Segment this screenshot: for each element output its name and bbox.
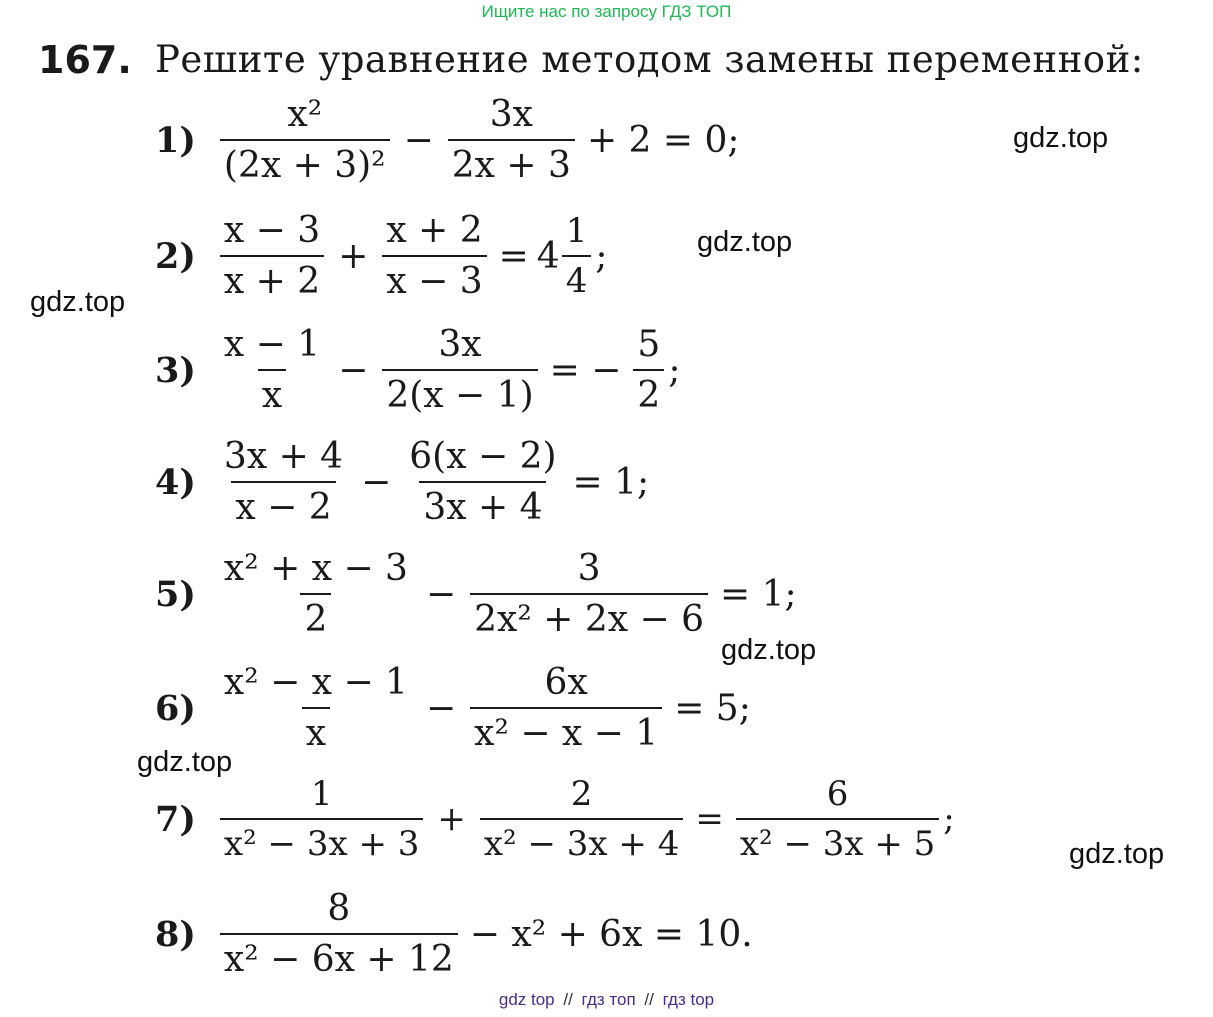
mixed-whole: 4 (536, 235, 560, 277)
operator: − (425, 687, 457, 729)
fraction: $\frac{3x}{2(x - 1)}$ (382, 324, 537, 416)
problem-number: 167. (38, 38, 132, 82)
equation-label: 8) (155, 913, 196, 955)
equation-tail: = 1; (720, 573, 797, 615)
watermark: gdz.top (697, 226, 793, 258)
fraction: x − 1 x (223, 324, 321, 416)
footer-link-gdz-top-mixed[interactable]: гдз top (662, 990, 715, 1009)
fraction: $\frac{x + 2}{x - 3}$ (382, 210, 486, 302)
equals-sign: = − (549, 349, 622, 391)
fraction: 3x + 4 x − 2 (223, 436, 344, 528)
watermark: gdz.top (1069, 838, 1165, 870)
mixed-number (537, 211, 596, 301)
watermark: gdz.top (30, 286, 126, 318)
fraction: x² − x − 1 x (223, 662, 408, 754)
equation-tail: − x² + 6x = 10. (469, 913, 753, 955)
operator: + (338, 235, 369, 277)
footer-links (0, 990, 1213, 1010)
watermark: gdz.top (721, 634, 817, 666)
fraction: $\frac{2}{\text{x² − 3x + 4}}$ (480, 774, 683, 864)
footer-separator: // (563, 990, 573, 1009)
semicolon: ; (668, 349, 681, 391)
equals-sign: = (695, 799, 724, 839)
operator: − (403, 119, 434, 161)
equation-3 (155, 324, 680, 416)
operator: − (425, 573, 457, 615)
operator: − (338, 349, 369, 391)
watermark: gdz.top (137, 746, 233, 778)
fraction: 1 x² − 3x + 3 (220, 774, 423, 864)
fraction: $\frac{5}{2}$ (633, 324, 664, 416)
equation-label: 6) (155, 687, 196, 729)
operator: + (437, 799, 466, 839)
fraction: 8 x² − 6x + 12 (220, 888, 458, 980)
fraction: $\frac{6}{\text{x² − 3x + 5}}$ (736, 774, 939, 864)
semicolon: ; (943, 799, 955, 839)
equation-2 (155, 210, 607, 302)
header-search-link[interactable]: Ищите нас по запросу ГДЗ ТОП (481, 2, 732, 21)
equation-label: 7) (155, 798, 196, 840)
equation-tail: = 5; (674, 687, 751, 729)
equation-7 (155, 774, 955, 864)
footer-link-gdz-top[interactable]: gdz top (498, 990, 555, 1009)
operator: − (361, 461, 392, 503)
fraction: $\frac{3}{\text{2x² + 2x − 6}}$ (470, 548, 708, 640)
fraction: x² + x − 3 2 (223, 548, 408, 640)
fraction: 1 4 (562, 211, 592, 301)
equation-label: 5) (155, 573, 196, 615)
fraction: x − 3 x + 2 (220, 210, 324, 302)
header-link-container (0, 2, 1213, 22)
footer-separator: // (644, 990, 654, 1009)
equation-label: 2) (155, 235, 196, 277)
fraction: $\frac{6(x - 2)}{3x + 4}$ (409, 436, 557, 528)
equation-tail: + 2 = 0; (586, 119, 740, 161)
equals-sign: = (498, 235, 529, 277)
problem-title: Решите уравнение методом замены переменной: (155, 38, 1144, 81)
watermark: gdz.top (1013, 122, 1109, 154)
fraction: $\frac{6x}{\text{x² − x − 1}}$ (470, 662, 662, 754)
equation-8 (155, 888, 761, 980)
equation-label: 1) (155, 119, 196, 161)
equation-5 (155, 548, 805, 640)
equation-6 (155, 662, 759, 754)
equation-tail: = 1; (572, 461, 650, 503)
footer-link-gdz-top-ru[interactable]: гдз топ (581, 990, 636, 1009)
equation-label: 3) (155, 349, 196, 391)
fraction: x² (2x + 3)² (220, 94, 390, 186)
equation-4 (155, 436, 657, 528)
equation-label: 4) (155, 461, 196, 503)
equation-1 (155, 94, 748, 186)
semicolon: ; (595, 235, 608, 277)
fraction: $\frac{3x}{2x + 3}$ (448, 94, 575, 186)
